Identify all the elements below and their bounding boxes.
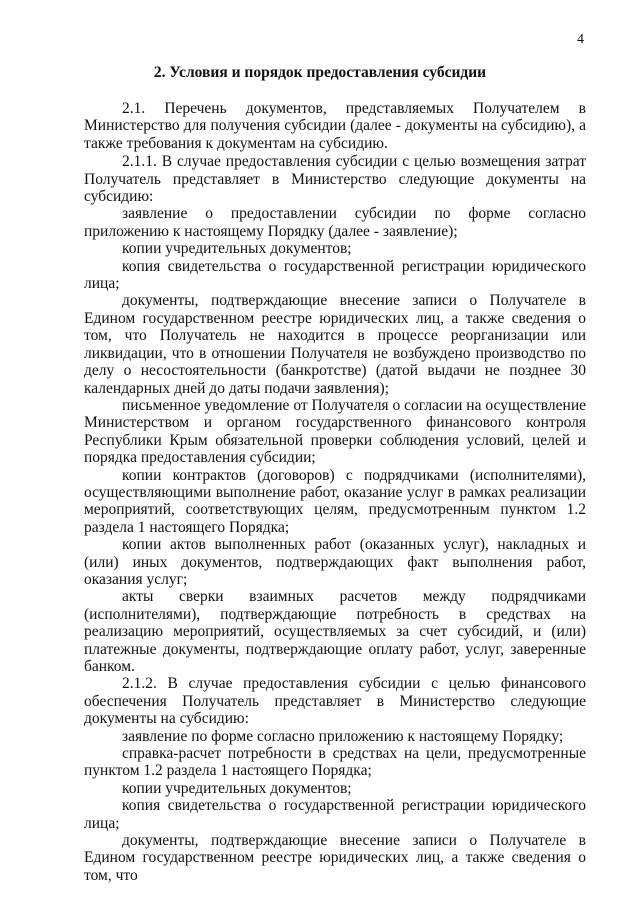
paragraph: копия свидетельства о государственной регистрации юридического лица; (84, 257, 586, 293)
paragraph: копии контрактов (договоров) с подрядчиками (исполнителями), осуществляющими выполнение работ, оказание услуг в рамках реализации мероприятий, соответствующих целям, предусмотренным пунктом 1.2 раздела 1 настоящего Порядка; (84, 466, 586, 536)
paragraph: 2.1.1. В случае предоставления субсидии с целью возмещения затрат Получатель представляет в Министерство следующие документы на субсидию: (84, 153, 586, 206)
paragraph: документы, подтверждающие внесение записи о Получателе в Едином государственном реестре юридических лиц, а также сведения о том, что Получатель не находится в процессе реорганизации или ликвидации, что в отношении Получателя не возбуждено производство по делу о несостоятельности (банкротстве) (датой выдачи не позднее 30 календарных дней до даты подачи заявления); (84, 292, 586, 397)
paragraph: копии актов выполненных работ (оказанных услуг), накладных и (или) иных документов, подтверждающих факт выполнения работ, оказания услуг; (84, 536, 586, 588)
paragraph: 2.1.2. В случае предоставления субсидии с целью финансового обеспечения Получатель представляет в Министерство следующие документы на субсидию: (84, 675, 586, 728)
paragraph: заявление о предоставлении субсидии по форме согласно приложению к настоящему Порядку (далее - заявление); (84, 205, 586, 240)
paragraph: справка-расчет потребности в средствах на цели, предусмотренные пунктом 1.2 раздела 1 настоящего Порядка; (84, 745, 586, 780)
paragraph: заявление по форме согласно приложению к настоящему Порядку; (122, 727, 564, 745)
paragraph: 2.1. Перечень документов, представляемых Получателем в Министерство для получения субсидии (далее - документы на субсидию), а также требования к документам на субсидию. (84, 100, 586, 152)
section-title: 2. Условия и порядок предоставления субсидии (153, 64, 487, 81)
paragraph: документы, подтверждающие внесение записи о Получателе в Едином государственном реестре юридических лиц, а также сведения о том, что (84, 832, 586, 884)
paragraph: письменное уведомление от Получателя о согласии на осуществление Министерством и органом государственного финансового контроля Республики Крым обязательной проверки соблюдения условий, целей и порядка предоставления субсидии; (84, 396, 586, 467)
document-body (84, 100, 586, 884)
paragraph: копии учредительных документов; (122, 779, 352, 797)
paragraph: акты сверки взаимных расчетов между подрядчиками (исполнителями), подтверждающие потребность в средствах на реализацию мероприятий, осуществляемых за счет субсидий, и (или) платежные документы, подтверждающие оплату работ, услуг, заверенные банком. (84, 588, 586, 675)
page-number: 4 (577, 32, 584, 47)
paragraph: копия свидетельства о государственной регистрации юридического лица; (84, 797, 586, 832)
paragraph: копии учредительных документов; (122, 240, 352, 258)
